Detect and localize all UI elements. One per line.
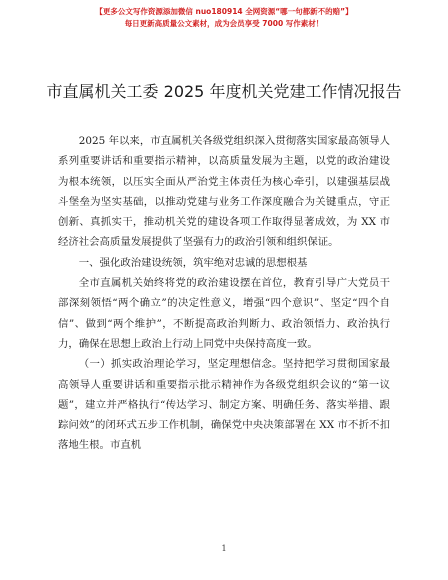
page-number: 1 (221, 544, 227, 553)
header-banner (0, 6, 448, 30)
paragraph-intro: 2025 年以来，市直属机关各级党组织深入贯彻落实国家最高领导人系列重要讲话和重要指示精神，以高质量发展为主题，以党的政治建设为根本统领，以压实全面从严治党主体责任为核心牵引，以建强基层战斗堡垒为坚实基础，以推动党建与业务工作深度融合为关键重点，守正创新、真抓实干，推动机关党的建设各项工作取得显著成效，为 XX 市经济社会高质量发展提供了坚强有力的政治引领和组织保证。 (58, 135, 390, 249)
document-title: 市直属机关工委 2025 年度机关党建工作情况报告 (46, 82, 402, 101)
header-banner-line-1: 【更多公文写作资源添加微信 nuo180914 全网资源“哪一句都新不的赔”】 (95, 7, 353, 16)
document-body (58, 131, 390, 456)
header-banner-line-2: 每日更新高质量公文素材，成为会员享受 7000 写作素材！ (124, 19, 324, 28)
section-heading-1: 一、强化政治建设统领，筑牢绝对忠诚的思想根基 (78, 256, 308, 269)
paragraph-subsection-1: （一）抓实政治理论学习，坚定理想信念。坚持把学习贯彻国家最高领导人重要讲话和重要指示批示精神作为各级党组织会议的“第一议题”，建立并严格执行“传达学习、制定方案、明确任务、落实举措、跟踪问效”的闭环式五步工作机制，确保党中央决策部署在 XX 市不折不扣落地生根。市直机 (58, 358, 390, 452)
paragraph-section-1: 全市直属机关始终将党的政治建设摆在首位，教育引导广大党员干部深刻领悟“两个确立”的决定性意义，增强“四个意识”、坚定“四个自信”、做到“两个维护”，不断提高政治判断力、政治领悟力、政治执行力，确保在思想上政治上行动上同党中央保持高度一致。 (58, 277, 390, 350)
